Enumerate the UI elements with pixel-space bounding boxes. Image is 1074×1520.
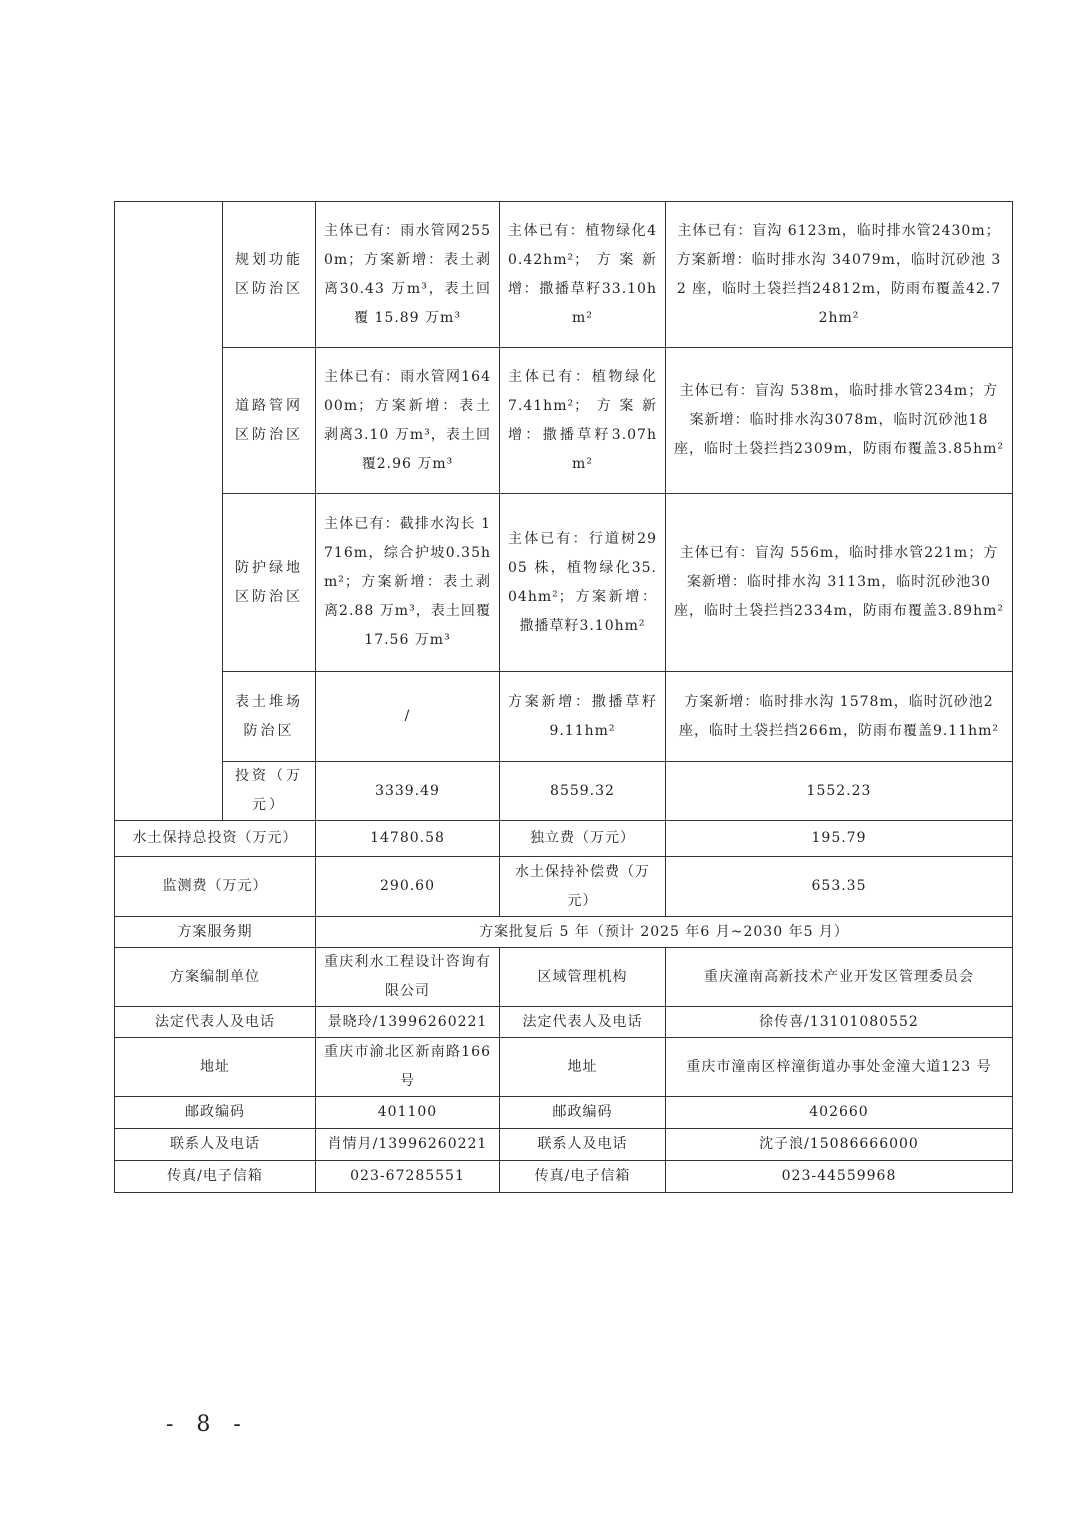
temporary-measures: 方案新增：临时排水沟 1578m，临时沉砂池2 座，临时土袋拦挡266m，防雨布覆盖9.11hm² bbox=[666, 672, 1013, 762]
contact-label-right: 联系人及电话 bbox=[500, 1129, 666, 1161]
contact-row bbox=[115, 1129, 1013, 1161]
plant-measures: 方案新增：撒播草籽9.11hm² bbox=[500, 672, 666, 762]
compensation-fee-label: 水土保持补偿费（万元） bbox=[500, 857, 666, 917]
compiler-row bbox=[115, 948, 1013, 1007]
postcode-left: 401100 bbox=[316, 1097, 500, 1129]
investment-engineering: 3339.49 bbox=[316, 762, 500, 821]
engineering-measures: 主体已有：截排水沟长 1716m，综合护坡0.35hm²；方案新增：表土剥离2.88 万m³，表土回覆17.56 万m³ bbox=[316, 494, 500, 672]
investment-temporary: 1552.23 bbox=[666, 762, 1013, 821]
service-period-value: 方案批复后 5 年（预计 2025 年6 月~2030 年5 月） bbox=[316, 917, 1013, 948]
address-label-right: 地址 bbox=[500, 1038, 666, 1097]
compiler-value: 重庆利水工程设计咨询有限公司 bbox=[316, 948, 500, 1007]
legal-rep-label: 法定代表人及电话 bbox=[115, 1007, 316, 1038]
monitoring-row bbox=[115, 857, 1013, 917]
temporary-measures: 主体已有：盲沟 556m，临时排水管221m；方案新增：临时排水沟 3113m，临时沉砂池30 座，临时土袋拦挡2334m，防雨布覆盖3.89hm² bbox=[666, 494, 1013, 672]
zone-name: 道路管网区防治区 bbox=[223, 348, 316, 494]
fax-row bbox=[115, 1161, 1013, 1193]
address-label: 地址 bbox=[115, 1038, 316, 1097]
fax-left: 023-67285551 bbox=[316, 1161, 500, 1193]
total-investment-label: 水土保持总投资（万元） bbox=[115, 821, 316, 857]
water-soil-conservation-table bbox=[114, 201, 1013, 1193]
legal-rep-left: 景晓玲/13996260221 bbox=[316, 1007, 500, 1038]
zone-name: 表土堆场防治区 bbox=[223, 672, 316, 762]
merged-category-cell bbox=[115, 202, 223, 821]
engineering-measures: / bbox=[316, 672, 500, 762]
independent-fee-value: 195.79 bbox=[666, 821, 1013, 857]
postcode-label-right: 邮政编码 bbox=[500, 1097, 666, 1129]
zone-name: 规划功能区防治区 bbox=[223, 202, 316, 348]
zone-row-planning bbox=[115, 202, 1013, 348]
zone-row-green bbox=[115, 494, 1013, 672]
compensation-fee-value: 653.35 bbox=[666, 857, 1013, 917]
fax-label: 传真/电子信箱 bbox=[115, 1161, 316, 1193]
zone-name: 防护绿地区防治区 bbox=[223, 494, 316, 672]
fax-label-right: 传真/电子信箱 bbox=[500, 1161, 666, 1193]
fax-right: 023-44559968 bbox=[666, 1161, 1013, 1193]
postcode-right: 402660 bbox=[666, 1097, 1013, 1129]
zone-row-road bbox=[115, 348, 1013, 494]
total-investment-value: 14780.58 bbox=[316, 821, 500, 857]
contact-label: 联系人及电话 bbox=[115, 1129, 316, 1161]
authority-value: 重庆潼南高新技术产业开发区管理委员会 bbox=[666, 948, 1013, 1007]
monitoring-fee-value: 290.60 bbox=[316, 857, 500, 917]
service-period-label: 方案服务期 bbox=[115, 917, 316, 948]
plant-measures: 主体已有：植物绿化 7.41hm²；方案新增：撒播草籽3.07hm² bbox=[500, 348, 666, 494]
page-number: - 8 - bbox=[166, 1412, 249, 1437]
legal-rep-label-right: 法定代表人及电话 bbox=[500, 1007, 666, 1038]
independent-fee-label: 独立费（万元） bbox=[500, 821, 666, 857]
address-left: 重庆市渝北区新南路166 号 bbox=[316, 1038, 500, 1097]
zone-row-topsoil bbox=[115, 672, 1013, 762]
engineering-measures: 主体已有：雨水管网2550m；方案新增：表土剥离30.43 万m³，表土回覆 15.89 万m³ bbox=[316, 202, 500, 348]
legal-rep-right: 徐传喜/13101080552 bbox=[666, 1007, 1013, 1038]
temporary-measures: 主体已有：盲沟 538m，临时排水管234m；方案新增：临时排水沟3078m，临时沉砂池18 座，临时土袋拦挡2309m，防雨布覆盖3.85hm² bbox=[666, 348, 1013, 494]
engineering-measures: 主体已有：雨水管网16400m；方案新增：表土剥离3.10 万m³，表土回覆2.96 万m³ bbox=[316, 348, 500, 494]
address-right: 重庆市潼南区梓潼街道办事处金潼大道123 号 bbox=[666, 1038, 1013, 1097]
monitoring-fee-label: 监测费（万元） bbox=[115, 857, 316, 917]
contact-left: 肖情月/13996260221 bbox=[316, 1129, 500, 1161]
address-row bbox=[115, 1038, 1013, 1097]
authority-label: 区域管理机构 bbox=[500, 948, 666, 1007]
contact-right: 沈子浪/15086666000 bbox=[666, 1129, 1013, 1161]
plant-measures: 主体已有：植物绿化40.42hm²；方案新增：撒播草籽33.10hm² bbox=[500, 202, 666, 348]
investment-label: 投资（万元） bbox=[223, 762, 316, 821]
service-period-row bbox=[115, 917, 1013, 948]
compiler-label: 方案编制单位 bbox=[115, 948, 316, 1007]
postcode-label: 邮政编码 bbox=[115, 1097, 316, 1129]
total-investment-row bbox=[115, 821, 1013, 857]
investment-row bbox=[115, 762, 1013, 821]
postcode-row bbox=[115, 1097, 1013, 1129]
plant-measures: 主体已有：行道树2905 株，植物绿化35.04hm²；方案新增：撒播草籽3.10hm² bbox=[500, 494, 666, 672]
legal-rep-row bbox=[115, 1007, 1013, 1038]
temporary-measures: 主体已有：盲沟 6123m，临时排水管2430m；方案新增：临时排水沟 34079m，临时沉砂池 32 座，临时土袋拦挡24812m，防雨布覆盖42.72hm² bbox=[666, 202, 1013, 348]
investment-plant: 8559.32 bbox=[500, 762, 666, 821]
